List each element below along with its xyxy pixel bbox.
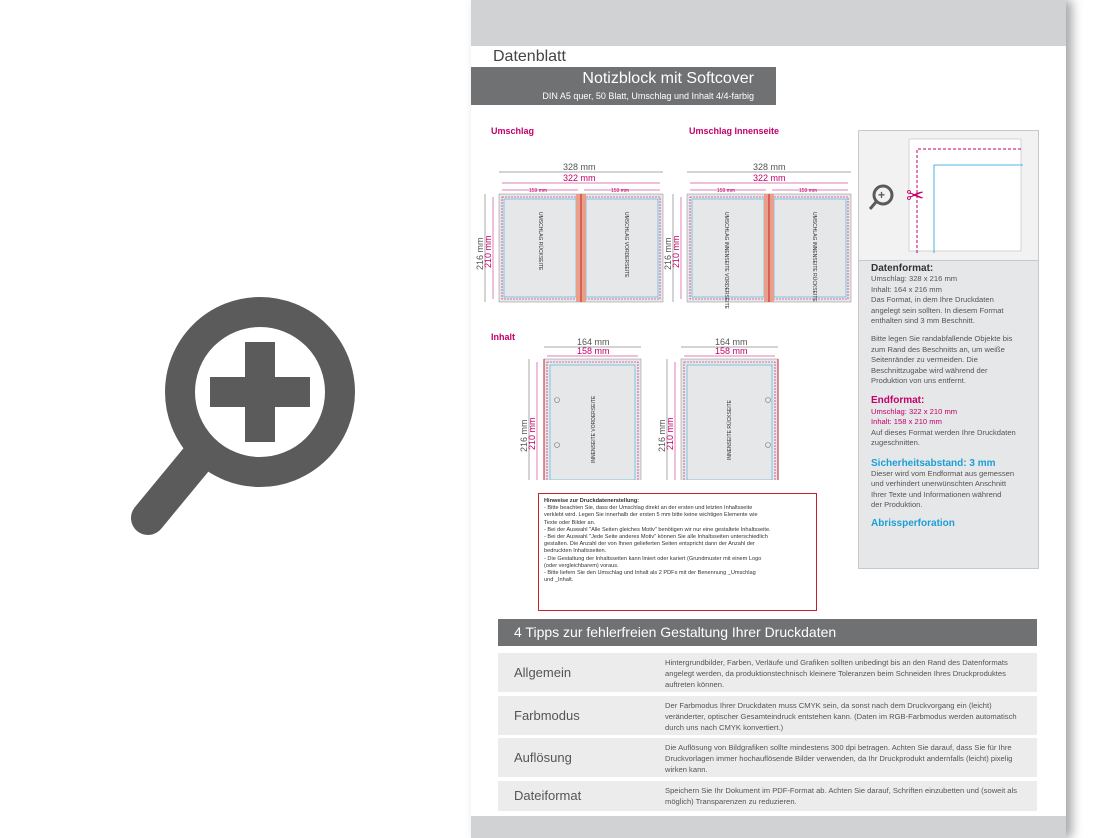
hint-title: Hinweise zur Druckdatenerstellung: [544, 498, 640, 504]
dim-328: 328 mm [563, 162, 596, 172]
sicherheitsabstand-heading: Sicherheitsabstand: 3 mm [871, 457, 996, 469]
label-inhalt-rueckseite: INNENSEITE RÜCKSEITE [727, 399, 733, 460]
svg-text:+: + [878, 188, 886, 202]
hint-box: Hinweise zur Druckdatenerstellung: - Bitte beachten Sie, dass der Umschlag direkt an der ersten und letzten Inhaltsseite verklebt wird. Legen Sie innerhalb der ersten 5 mm bitte keine wichtigen Elemente wie Texte oder Bilder an. - Bei der Auswahl "Alle Seiten gleiches Motiv" benötigen wir nur eine gestaltete Inhaltsseite. - Bei der Auswahl "Jede Seite anderes Motiv" können Sie alle Inhaltsseiten unterschiedlich gestalten. Die Anzahl der von Ihnen gelieferten Seiten entspricht dann der Anzahl der bedruckten Inhaltsseiten. - Die Gestaltung der Inhaltsseiten kann liniert oder kariert (Grundmuster mit einem Logo (oder vergleichbarem) voraus. - Bitte liefern Sie den Umschlag und Inhalt als 2 PDFs mit der Benennung _Umschlag und _Inhalt. [538, 493, 817, 611]
section-umschlag-innen: Umschlag Innenseite [689, 126, 780, 136]
svg-text:216 mm: 216 mm [663, 237, 673, 270]
svg-text:210 mm: 210 mm [665, 417, 675, 450]
label-inhalt-vorderseite: INNENSEITE VORDERSEITE [591, 395, 597, 463]
cover-inside-diagram [663, 162, 851, 310]
tip-row-dateiformat: Dateiformat Speichern Sie Ihr Dokument im PDF-Format ab. Achten Sie darauf, Schriften einzubetten und (soweit als möglich) Transparenzen zu reduzieren. [498, 781, 1037, 811]
label-innen-rueckseite: UMSCHLAG INNENSEITE RÜCKSEITE [811, 212, 817, 302]
svg-text:210 mm: 210 mm [483, 235, 493, 268]
layout-diagrams [471, 0, 861, 480]
label-umschlag-vorderseite: UMSCHLAG VORDERSEITE [623, 212, 629, 278]
label-umschlag-rueckseite: UMSCHLAG RÜCKSEITE [537, 212, 543, 271]
cover-outside-diagram [475, 162, 663, 302]
svg-text:158 mm: 158 mm [715, 346, 748, 356]
svg-text:159 mm: 159 mm [529, 188, 548, 194]
dim-322: 322 mm [563, 173, 596, 183]
svg-text:322 mm: 322 mm [753, 173, 786, 183]
product-subtitle: DIN A5 quer, 50 Blatt, Umschlag und Inhalt 4/4-farbig [542, 91, 754, 101]
svg-text:328 mm: 328 mm [753, 162, 786, 172]
svg-text:159 mm: 159 mm [717, 188, 736, 194]
svg-text:159 mm: 159 mm [799, 188, 818, 194]
section-umschlag: Umschlag [491, 126, 535, 136]
svg-text:216 mm: 216 mm [519, 419, 529, 452]
tip-row-farbmodus: Farbmodus Der Farbmodus Ihrer Druckdaten muss CMYK sein, da sonst nach dem Druckvorgang ein (leicht) veränderter, optischer Gesamteindruck entstehen kann. (Daten im RGB-Farbmodus werden automatisch durch uns nach CMYK konvertiert.) [498, 696, 1037, 735]
tip-row-allgemein: Allgemein Hintergrundbilder, Farben, Verläufe und Grafiken sollten unbedingt bis an den Rand des Datenformats angelegt werden, da produktionstechnisch kleinere Toleranzen beim Schneiden Ihres Druckproduktes auftreten können. [498, 653, 1037, 692]
svg-text:216 mm: 216 mm [475, 237, 485, 270]
tip-row-aufloesung: Auflösung Die Auflösung von Bildgrafiken sollte mindestens 300 dpi betragen. Achten Sie darauf, dass Sie für Ihre Druckvorlagen immer hochauflösende Bilder verwenden, da Ihr Druckprodukt andernfalls (leicht) pixelig wirken kann. [498, 738, 1037, 777]
datenformat-heading: Datenformat: [871, 263, 934, 274]
endformat-heading: Endformat: [871, 395, 925, 407]
tips-heading: 4 Tipps zur fehlerfreien Gestaltung Ihrer Druckdaten [498, 619, 1037, 646]
datasheet-page [471, 0, 1066, 838]
abrissperforation-heading: Abrissperforation [871, 517, 955, 529]
svg-text:164 mm: 164 mm [715, 337, 748, 347]
svg-text:210 mm: 210 mm [527, 417, 537, 450]
svg-text:158 mm: 158 mm [577, 346, 610, 356]
svg-text:159 mm: 159 mm [611, 188, 630, 194]
label-innen-vorderseite: UMSCHLAG INNENSEITE VORDERSEITE [723, 212, 729, 309]
detail-thumbnail [859, 131, 1038, 261]
section-inhalt: Inhalt [491, 332, 515, 342]
inner-back-diagram [657, 337, 778, 480]
footer-band [471, 816, 1066, 838]
inner-front-diagram [519, 337, 641, 480]
svg-text:210 mm: 210 mm [671, 235, 681, 268]
product-title: Notizblock mit Softcover [582, 70, 754, 87]
zoom-in-icon[interactable] [130, 290, 370, 560]
format-info-panel: + ✂ Datenformat: Umschlag: 328 x 216 mm Inhalt: 164 x 216 mm Das Format, in dem Ihre Druckdaten angelegt sein sollten. In diesem Format enthalten sind 3 mm Beschnitt. Bitte legen Sie randabfallende Objekte bis zum Rand des Beschnitts an, um weiße Seitenränder zu vermeiden. Die Beschnittzugabe wird während der Produktion von uns entfernt. Endformat: Umschlag: 322 x 210 mm Inhalt: 158 x 210 mm Auf dieses Format werden Ihre Druckdaten zugeschnitten. Sicherheitsabstand: 3 mm Dieser wird vom Endformat aus gemessen und verhindert unerwünschten Anschnitt Ihrer Texte und Informationen während der Produktion. Abrissperforation [858, 130, 1039, 569]
svg-text:216 mm: 216 mm [657, 419, 667, 452]
svg-text:164 mm: 164 mm [577, 337, 610, 347]
svg-text:✂: ✂ [906, 183, 925, 208]
datasheet-tab: Datenblatt [471, 46, 591, 67]
